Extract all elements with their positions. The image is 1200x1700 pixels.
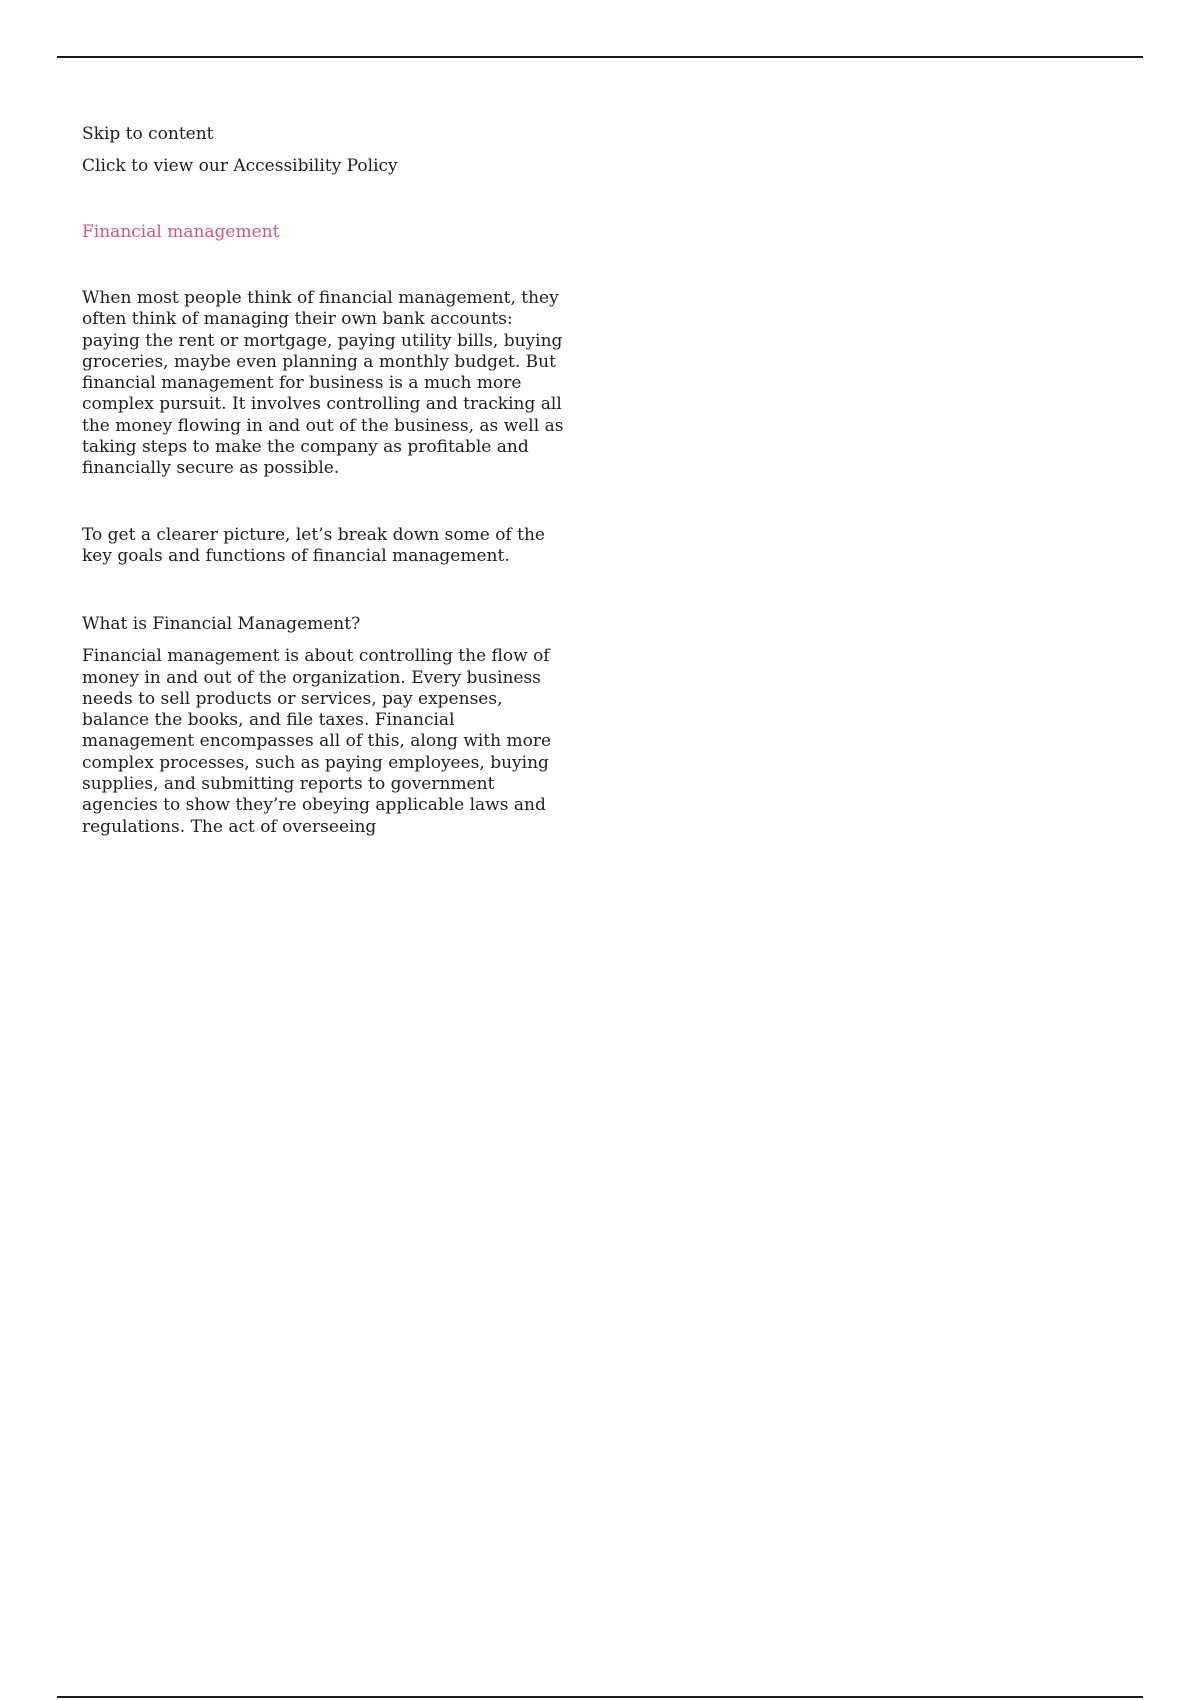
- page-content: [82, 124, 572, 838]
- intro-paragraph: When most people think of financial management, they often think of managing their own bank accounts: paying the rent or mortgage, paying utility bills, buying groceries, maybe even planning a monthly budget. But financial management for business is a much more complex pursuit. It involves controlling and tracking all the money flowing in and out of the business, as well as taking steps to make the company as profitable and financially secure as possible.: [82, 288, 564, 479]
- accessibility-policy-link[interactable]: Click to view our Accessibility Policy: [82, 156, 398, 176]
- section-heading: What is Financial Management?: [82, 614, 361, 635]
- definition-paragraph: Financial management is about controlling the flow of money in and out of the organization. Every business needs to sell products or services, pay expenses, balance the books, and file taxes. Financial management encompasses all of this, along with more complex processes, such as paying employees, buying supplies, and submitting reports to government agencies to show they’re obeying applicable laws and regulations. The act of overseeing: [82, 646, 552, 837]
- site-title-link[interactable]: Financial management: [82, 222, 280, 242]
- bottom-page-rule: [57, 1696, 1143, 1698]
- skip-to-content-link[interactable]: Skip to content: [82, 124, 214, 144]
- clearer-picture-paragraph: To get a clearer picture, let’s break down some of the key goals and functions of financial management.: [82, 524, 545, 566]
- top-page-rule: [57, 56, 1143, 58]
